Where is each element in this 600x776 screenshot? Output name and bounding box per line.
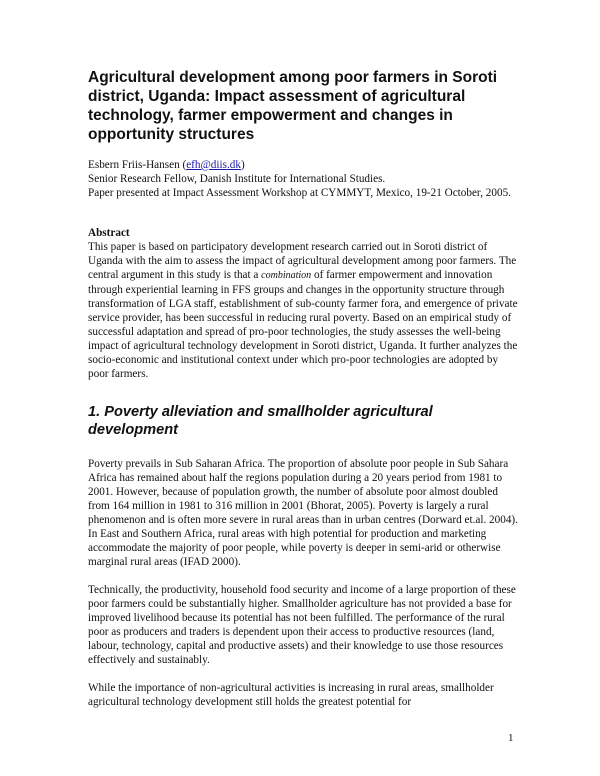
author-line bbox=[88, 158, 520, 172]
abstract-text-part2: of farmer empowerment and innovation through experiential learning in FFS groups and changes in the opportunity structure through transformation of LGA staff, establishment of sub-county farmer fora, and emergence of private service provider, has been successful in reducing rural poverty. Based on an empirical study of successful adaptation and spread of pro-poor technologies, the study assesses the well-being impact of agricultural technology development in Soroti district, Uganda. It further analyzes the socio-economic and institutional context under which pro-poor technologies are adopted by poor farmers. bbox=[88, 269, 518, 380]
abstract-section bbox=[88, 226, 520, 381]
paper-title: Agricultural development among poor farmers in Soroti district, Uganda: Impact assessment of agricultural technology, farmer empowerment and changes in opportunity structures bbox=[88, 69, 498, 143]
section-heading-1: 1. Poverty alleviation and smallholder agricultural development bbox=[88, 404, 433, 438]
abstract-emphasis: combination bbox=[261, 270, 312, 281]
paragraph-2: Technically, the productivity, household food security and income of a large proportion of these poor farmers could be substantially higher. Smallholder agriculture has not provided a base for improved livelihood because its potential has not been fulfilled. The performance of the rural poor as producers and traders is dependent upon their access to productive resources (land, labour, technology, capital and productive assets) and their knowledge to use those resources effectively and sustainably. bbox=[88, 584, 516, 666]
abstract-heading: Abstract bbox=[88, 227, 130, 239]
paragraph-3: While the importance of non-agricultural activities is increasing in rural areas, smallholder agricultural technology development still holds the greatest potential for bbox=[88, 682, 494, 708]
author-email-link[interactable]: efh@diis.dk bbox=[186, 159, 241, 171]
page-number: 1 bbox=[508, 732, 514, 744]
page-content bbox=[88, 68, 520, 723]
abstract-text-part1: This paper is based on participatory development research carried out in Soroti district of Uganda with the aim to assess the impact of agricultural development among poor farmers. The central argument in this study is that a bbox=[88, 241, 517, 281]
presentation-note: Paper presented at Impact Assessment Workshop at CYMMYT, Mexico, 19-21 October, 2005. bbox=[88, 187, 511, 199]
author-affiliation: Senior Research Fellow, Danish Institute for International Studies. bbox=[88, 173, 386, 185]
abstract-text bbox=[88, 240, 520, 381]
author-block bbox=[88, 158, 520, 200]
author-name: Esbern Friis-Hansen ( bbox=[88, 159, 187, 171]
author-name-close: ) bbox=[240, 159, 245, 171]
paragraph-1: Poverty prevails in Sub Saharan Africa. The proportion of absolute poor people in Sub Sahara Africa has remained about half the regions population during a 20 years period from 1981 to 2001. However, because of population growth, the number of absolute poor almost doubled from 164 million in 1981 to 316 million in 2001 (Bhorat, 2005). Poverty is largely a rural phenomenon and is often more severe in rural areas than in urban centres (Dorward et.al. 2004). In East and Southern Africa, rural areas with high potential for production and marketing accommodate the majority of poor people, while poverty is deeper in semi-arid or otherwise marginal rural areas (IFAD 2000). bbox=[88, 458, 518, 568]
